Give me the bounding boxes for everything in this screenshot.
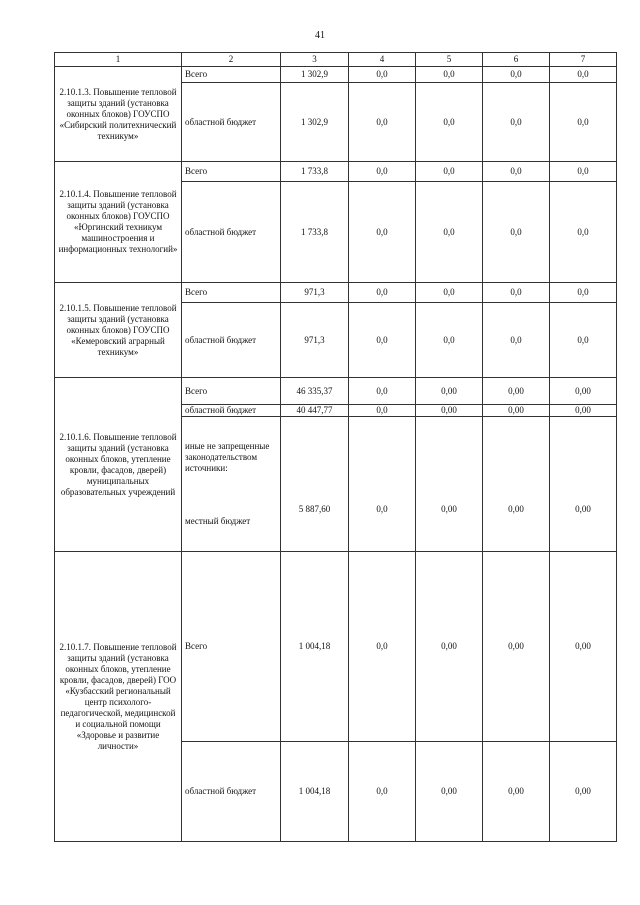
source-cell: областной бюджет [182, 742, 281, 842]
value-cell: 40 447,77 [281, 405, 349, 417]
value-cell: 1 733,8 [281, 182, 349, 283]
value-cell: 0,00 [550, 378, 617, 405]
source-cell: областной бюджет [182, 405, 281, 417]
value-cell: 0,00 [483, 552, 550, 742]
source-cell: Всего [182, 378, 281, 405]
table-row [55, 283, 617, 303]
budget-table [54, 52, 617, 842]
value-cell: 971,3 [281, 283, 349, 303]
value-cell: 0,0 [550, 162, 617, 182]
value-cell: 0,0 [349, 552, 416, 742]
value-cell: 971,3 [281, 303, 349, 378]
measure-description: 2.10.1.5. Повышение тепловой защиты зданий (установка оконных блоков) ГОУСПО «Кемеровский аграрный техникум» [55, 283, 182, 378]
value-cell: 0,00 [416, 378, 483, 405]
header-cell-3: 3 [281, 53, 349, 67]
value-cell: 0,00 [550, 417, 617, 552]
header-cell-1: 1 [55, 53, 182, 67]
source-cell: областной бюджет [182, 182, 281, 283]
header-cell-5: 5 [416, 53, 483, 67]
source-cell: областной бюджет [182, 83, 281, 162]
table-row [55, 378, 617, 405]
value-cell: 0,00 [550, 552, 617, 742]
value-cell: 1 004,18 [281, 552, 349, 742]
source-cell [182, 417, 281, 552]
value-cell: 0,0 [483, 83, 550, 162]
source-cell: Всего [182, 283, 281, 303]
header-cell-2: 2 [182, 53, 281, 67]
page-number: 41 [315, 30, 325, 41]
header-cell-6: 6 [483, 53, 550, 67]
value-cell: 0,0 [550, 283, 617, 303]
value-cell: 0,0 [483, 162, 550, 182]
value-cell: 0,0 [416, 162, 483, 182]
value-cell: 0,0 [349, 283, 416, 303]
value-cell: 0,00 [550, 405, 617, 417]
header-cell-4: 4 [349, 53, 416, 67]
value-cell: 0,0 [349, 417, 416, 552]
value-cell: 1 004,18 [281, 742, 349, 842]
value-cell: 0,0 [483, 283, 550, 303]
table-row [55, 162, 617, 182]
value-cell: 0,0 [483, 67, 550, 83]
source-cell: Всего [182, 552, 281, 742]
value-cell: 0,0 [550, 67, 617, 83]
source-cell: Всего [182, 162, 281, 182]
value-cell: 1 302,9 [281, 67, 349, 83]
value-cell: 0,00 [550, 742, 617, 842]
value-cell: 0,0 [349, 182, 416, 283]
value-cell: 0,0 [349, 405, 416, 417]
source-note: иные не запрещенные законодательством источники: [185, 441, 270, 473]
value-cell: 0,0 [349, 162, 416, 182]
value-cell: 0,0 [550, 83, 617, 162]
value-cell: 0,00 [416, 742, 483, 842]
value-cell: 0,0 [349, 378, 416, 405]
value-cell: 0,0 [483, 182, 550, 283]
table-row [55, 552, 617, 742]
value-cell: 5 887,60 [281, 417, 349, 552]
value-cell: 0,0 [416, 67, 483, 83]
table-row [55, 67, 617, 83]
value-cell: 1 733,8 [281, 162, 349, 182]
value-cell: 0,0 [416, 182, 483, 283]
source-cell: областной бюджет [182, 303, 281, 378]
value-cell: 0,0 [349, 67, 416, 83]
value-cell: 0,0 [349, 742, 416, 842]
measure-description: 2.10.1.7. Повышение тепловой защиты зданий (установка оконных блоков, утепление кровли, фасадов, дверей) ГОО «Кузбасский региональный центр психолого-педагогической, медицинской и социальной помощи «Здоровье и развитие личности» [55, 552, 182, 842]
value-cell: 46 335,37 [281, 378, 349, 405]
header-cell-7: 7 [550, 53, 617, 67]
value-cell: 0,0 [550, 182, 617, 283]
source-subitem: местный бюджет [185, 516, 251, 526]
value-cell: 0,00 [416, 552, 483, 742]
value-cell: 0,00 [483, 417, 550, 552]
value-cell: 0,0 [349, 83, 416, 162]
value-cell: 0,0 [483, 303, 550, 378]
header-row [55, 53, 617, 67]
value-cell: 0,00 [483, 742, 550, 842]
value-cell: 0,00 [483, 405, 550, 417]
value-cell: 0,00 [483, 378, 550, 405]
value-cell: 0,0 [550, 303, 617, 378]
value-cell: 0,0 [416, 83, 483, 162]
measure-description: 2.10.1.3. Повышение тепловой защиты зданий (установка оконных блоков) ГОУСПО «Сибирский политехнический техникум» [55, 67, 182, 162]
source-cell: Всего [182, 67, 281, 83]
value-cell: 0,0 [416, 283, 483, 303]
measure-description: 2.10.1.4. Повышение тепловой защиты зданий (установка оконных блоков) ГОУСПО «Юргинский техникум машиностроения и информационных технологий» [55, 162, 182, 283]
value-cell: 0,0 [349, 303, 416, 378]
value-cell: 0,00 [416, 417, 483, 552]
value-cell: 0,00 [416, 405, 483, 417]
measure-description: 2.10.1.6. Повышение тепловой защиты зданий (установка оконных блоков, утепление кровли, фасадов, дверей) муниципальных образовательных учреждений [55, 378, 182, 552]
value-cell: 0,0 [416, 303, 483, 378]
value-cell: 1 302,9 [281, 83, 349, 162]
